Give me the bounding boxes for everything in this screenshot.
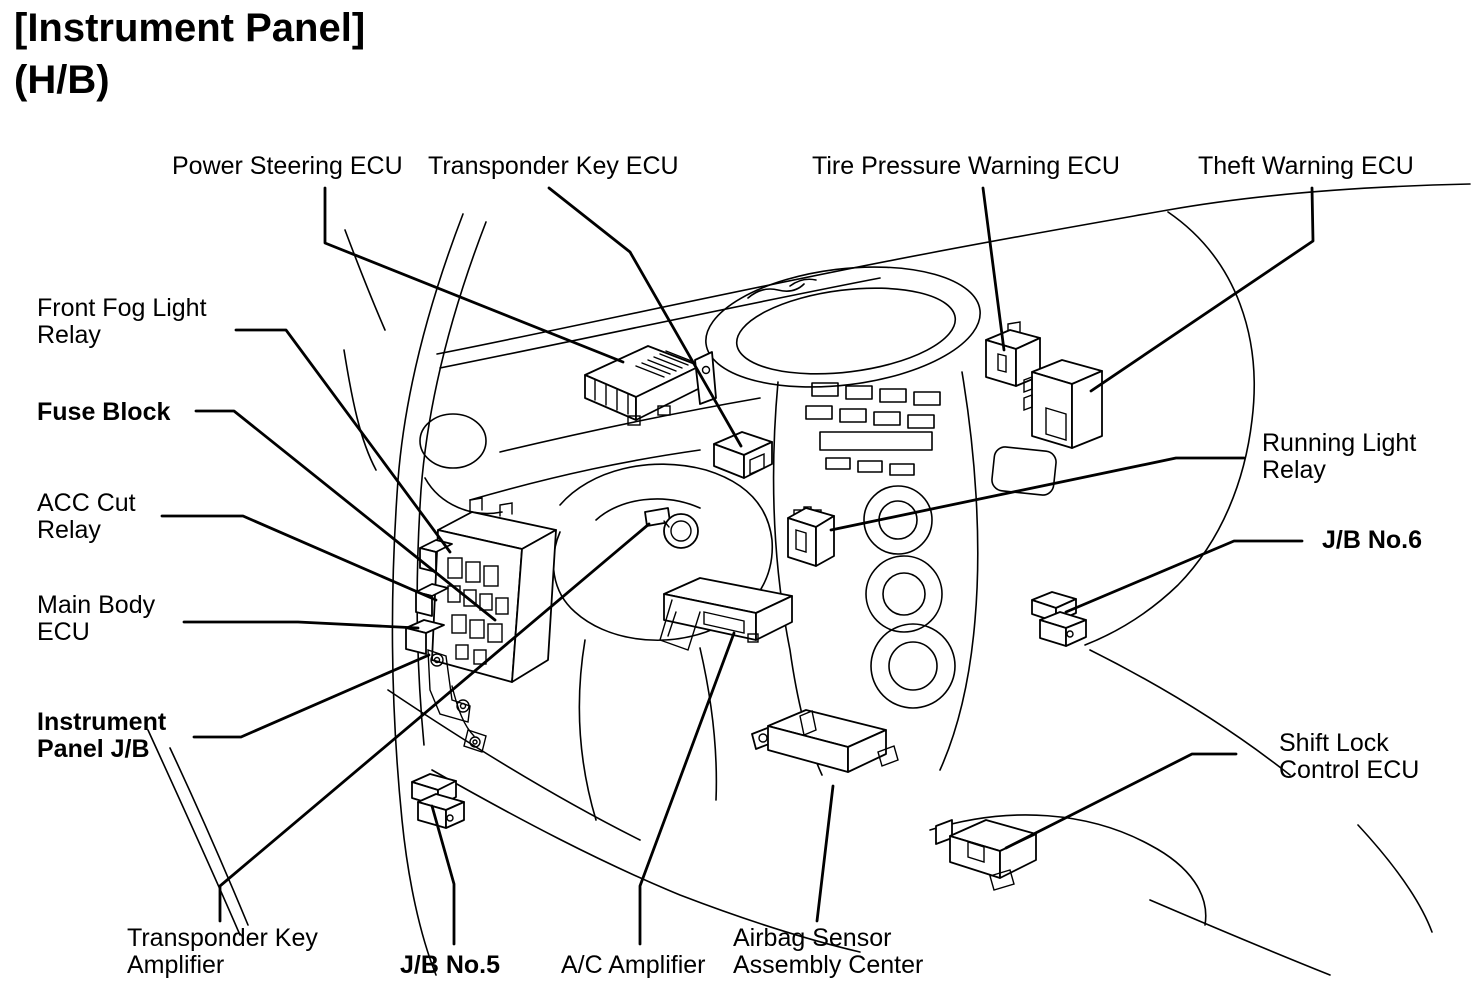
label-power-steering-ecu: Power Steering ECU (172, 152, 403, 180)
label-main-body-ecu: Main Body ECU (37, 591, 156, 646)
shift-lock-control-ecu-drawing (936, 820, 1036, 890)
jb-no5-drawing (412, 774, 464, 828)
running-light-relay-drawing (788, 507, 834, 566)
transponder-key-ecu-drawing (714, 432, 772, 478)
airbag-sensor-drawing (752, 710, 898, 772)
fuse-block-drawing (406, 498, 556, 752)
leader-tire-pressure-warning-ecu (983, 188, 1004, 350)
diagram-title: [Instrument Panel] (14, 6, 366, 50)
leader-jb-no6 (1066, 541, 1302, 612)
leader-main-body-ecu (184, 622, 418, 628)
label-running-light-relay: Running Light Relay (1262, 429, 1417, 484)
label-jb-no5: J/B No.5 (400, 951, 501, 979)
label-instrument-panel-jb: Instrument Panel J/B (37, 708, 167, 763)
label-tire-pressure-warning-ecu: Tire Pressure Warning ECU (812, 152, 1120, 180)
leader-power-steering-ecu (325, 188, 623, 362)
leader-transponder-key-amplifier (220, 524, 649, 921)
label-ac-amplifier: A/C Amplifier (561, 951, 706, 979)
label-fuse-block: Fuse Block (37, 398, 171, 426)
power-steering-ecu-drawing (585, 346, 716, 425)
theft-warning-ecu-drawing (1024, 360, 1102, 448)
label-theft-warning-ecu: Theft Warning ECU (1198, 152, 1414, 180)
dashboard-outline (148, 184, 1470, 975)
label-transponder-key-ecu: Transponder Key ECU (428, 152, 679, 180)
jb-no6-drawing (1032, 592, 1086, 646)
leader-front-fog-light-relay (236, 330, 450, 552)
label-acc-cut-relay: ACC Cut Relay (37, 489, 136, 544)
diagram-subtitle: (H/B) (14, 58, 110, 102)
label-airbag-sensor-assembly-center: Airbag Sensor Assembly Center (733, 924, 924, 979)
label-transponder-key-amplifier: Transponder Key Amplifier (127, 924, 318, 979)
leader-shift-lock-control-ecu (1006, 754, 1236, 848)
label-shift-lock-control-ecu: Shift Lock Control ECU (1279, 729, 1420, 784)
label-front-fog-light-relay: Front Fog Light Relay (37, 294, 207, 349)
label-jb-no6: J/B No.6 (1322, 526, 1423, 554)
leader-airbag-sensor (817, 786, 833, 921)
leader-lines (162, 188, 1313, 944)
transponder-key-amplifier-ring (645, 508, 698, 548)
